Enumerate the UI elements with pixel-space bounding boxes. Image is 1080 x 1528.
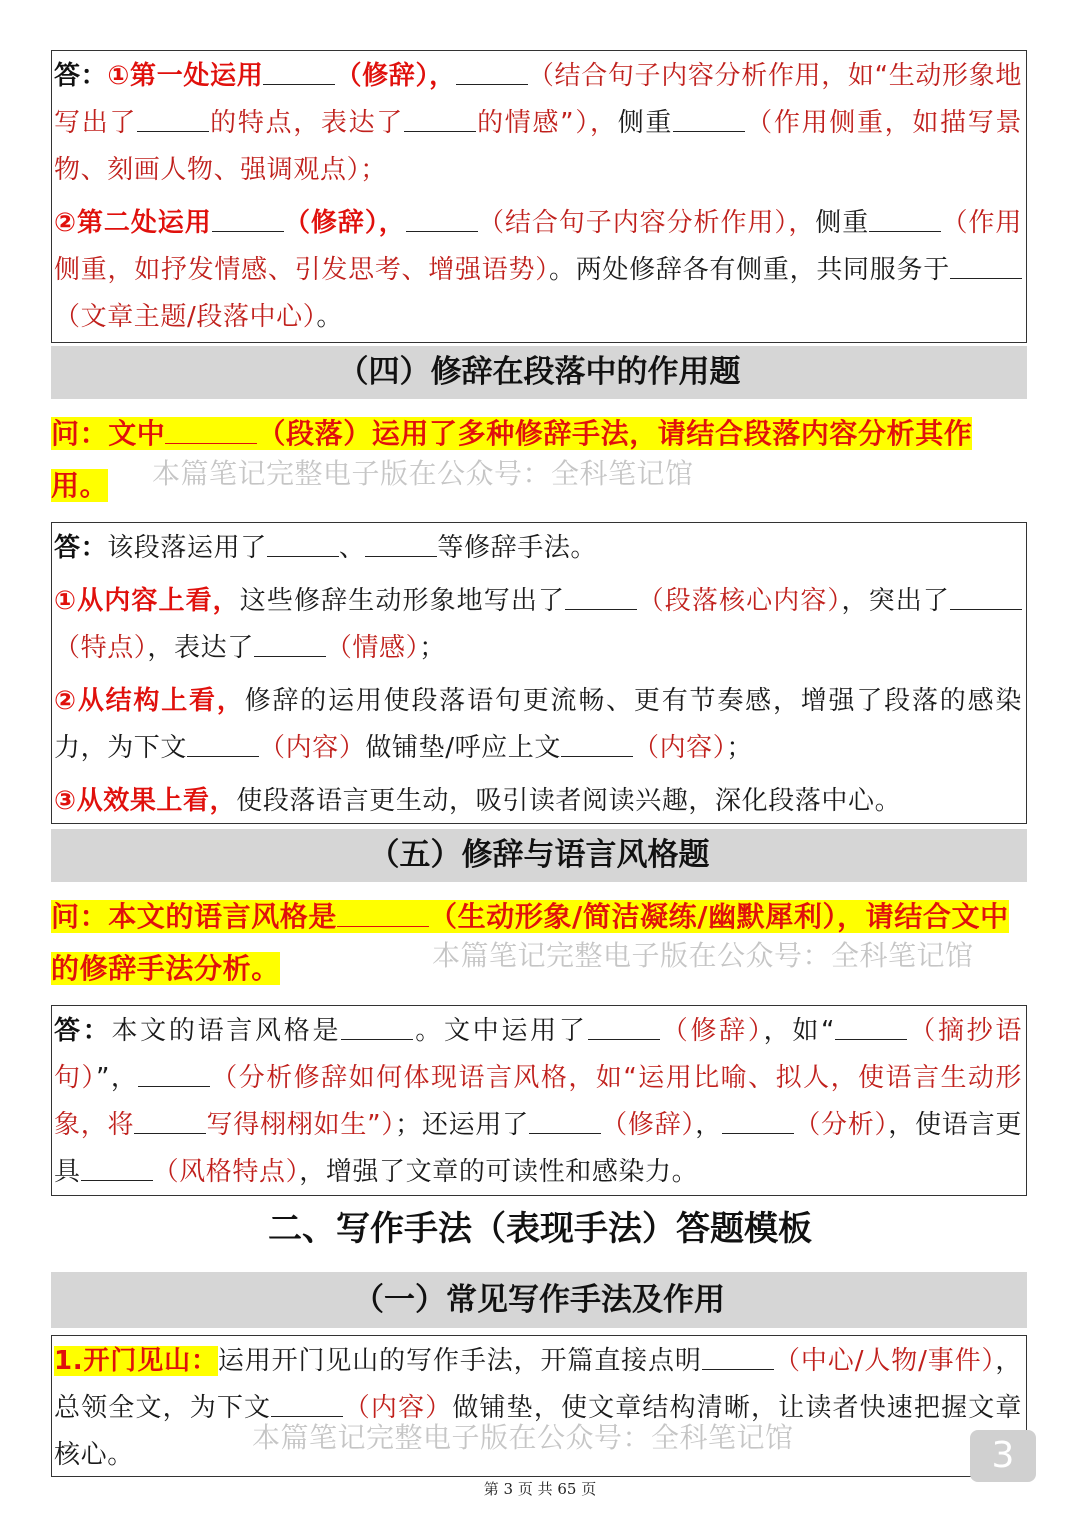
answer-point-effect: ③从效果上看，使段落语言更生动，吸引读者阅读兴趣，深化段落中心。 [54, 786, 902, 816]
answer-box-3 [51, 1005, 1027, 1196]
answer-box-1 [51, 50, 1027, 343]
question-4: 问：文中 （段落）运用了多种修辞手法，请结合段落内容分析其作用。 [51, 417, 973, 502]
watermark: 本篇笔记完整电子版在公众号：全科笔记馆 [152, 457, 694, 490]
watermark: 本篇笔记完整电子版在公众号：全科笔记馆 [432, 939, 974, 972]
answer-box-2 [51, 522, 1027, 824]
answer-point-content: ①从内容上看，这些修辞生动形象地写出了 （段落核心内容），突出了（特点），表达了 （情感）； [54, 578, 1022, 672]
watermark: 本篇笔记完整电子版在公众号：全科笔记馆 [252, 1421, 794, 1454]
answer-point-structure: ②从结构上看，修辞的运用使段落语句更流畅、更有节奏感，增强了段落的感染力，为下文 （内容）做铺垫/呼应上文 （内容）； [54, 686, 1022, 763]
part-heading: 二、写作手法（表现手法）答题模板 [268, 1209, 812, 1249]
section-heading-4: （四）修辞在段落中的作用题 [51, 346, 1027, 399]
page-number-badge: 3 [970, 1430, 1036, 1482]
question-5: 问：本文的语言风格是 （生动形象/简洁凝练/幽默犀利），请结合文中的修辞手法分析。 [51, 900, 1009, 985]
section-heading-5: （五）修辞与语言风格题 [51, 829, 1027, 882]
answer-paragraph-style: 答：本文的语言风格是 。文中运用了 （修辞），如“ （摘抄语句）”， （分析修辞如何体现语言风格，如“运用比喻、拟人，使语言生动形象，将 写得栩栩如生”）；还运用了 （修辞）， （分析），使语言更具 （风格特点），增强了文章的可读性和感染力。 [54, 1016, 1022, 1187]
answer-paragraph-1: 答：①第一处运用 （修辞）， （结合句子内容分析作用，如“生动形象地写出了 的特点，表达了 的情感”），侧重 （作用侧重，如描写景物、刻画人物、强调观点）； [54, 61, 1022, 185]
answer-paragraph-2: ②第二处运用 （修辞）， （结合句子内容分析作用），侧重 （作用侧重，如抒发情感、引发思考、增强语势）。两处修辞各有侧重，共同服务于（文章主题/段落中心）。 [54, 208, 1022, 332]
section-heading-writing-methods: （一）常见写作手法及作用 [51, 1272, 1027, 1328]
method-open-directly: 1.开门见山：运用开门见山的写作手法，开篇直接点明 （中心/人物/事件），总领全文，为下文 （内容）做铺垫，使文章结构清晰，让读者快速把握文章核心。 [54, 1346, 1022, 1470]
answer-line-intro: 答：该段落运用了 、 等修辞手法。 [54, 533, 598, 563]
page-footer: 第 3 页 共 65 页 [483, 1480, 597, 1498]
